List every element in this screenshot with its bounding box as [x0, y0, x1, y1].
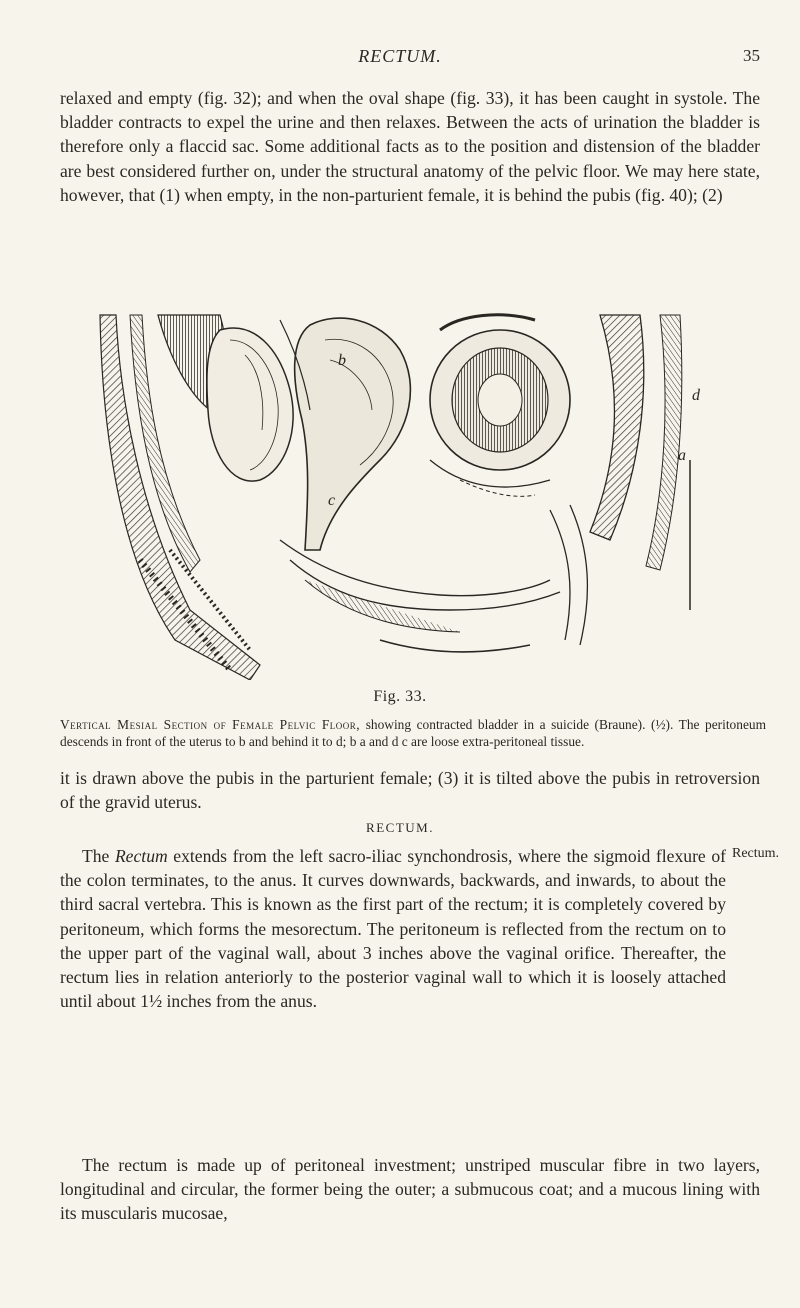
page-number: 35 — [743, 46, 760, 65]
running-head: RECTUM. — [358, 46, 442, 66]
letter-d: d — [692, 387, 700, 404]
letter-c: c — [328, 492, 336, 509]
rectum-paragraph-2: The rectum is made up of peritoneal investment; unstriped muscular fibre in two layers, longitudinal and circular, the former being the outer; a submucous coat; and a mucous lining with its muscularis mucosae, — [60, 1155, 760, 1224]
letter-a: a — [678, 447, 686, 464]
body-paragraph-top: relaxed and empty (fig. 32); and when the oval shape (fig. 33), it has been caught in systole. The bladder contracts to expel the urine and then relaxes. Between the acts of urination the bladder is therefore only a flaccid sac. Some additional facts as to the position and distension of the bladder are best considered further on, under the structural anatomy of the pelvic floor. We may here state, however, that (1) when empty, in the non-parturient female, it is behind the pubis (fig. 40); (2) — [60, 88, 760, 205]
caption-heading: Vertical Mesial Section of Female Pelvic Floor, — [60, 717, 361, 732]
pelvic-section-engraving — [80, 310, 720, 680]
caption-text: showing contracted bladder in a suicide (Braune). (½). The peritoneum descends in front of the uterus to b and behind it to d; b a and d c are loose extra-peritoneal tissue. — [60, 717, 767, 749]
para1-italic: Rectum — [114, 846, 168, 866]
figure-label: Fig. 33. — [373, 688, 427, 705]
figure-caption — [60, 716, 766, 750]
section-heading: RECTUM. — [366, 820, 434, 835]
letter-b: b — [338, 352, 346, 369]
anatomical-figure — [80, 310, 720, 680]
margin-note: Rectum. — [732, 846, 780, 861]
para1-post: extends from the left sacro-iliac synchondrosis, where the sigmoid flexure of the colon terminates, to the anus. It curves downwards, backwards, and inwards, to about the third sacral vertebra. This is known as the first part of the rectum; it is completely covered by peritoneum, which forms the mesorectum. The peritoneum is reflected from the rectum on to the upper part of the vaginal wall, about 3 inches above the vaginal orifice. Thereafter, the rectum lies in relation anteriorly to the posterior vaginal wall to which it is loosely attached until about 1½ inches from the anus. — [60, 846, 726, 1012]
para1-pre: The — [82, 846, 115, 866]
body-paragraph-mid: it is drawn above the pubis in the parturient female; (3) it is tilted above the pubis in retroversion of the gravid uterus. — [60, 768, 760, 813]
rectum-paragraph-1 — [60, 844, 726, 1013]
